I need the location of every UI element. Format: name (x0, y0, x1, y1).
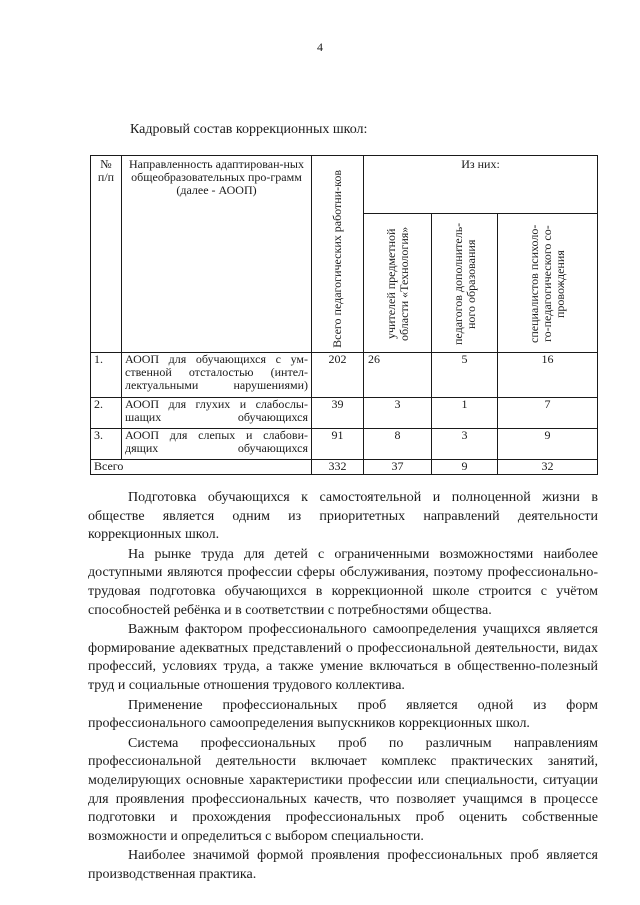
row-additional: 5 (432, 353, 498, 398)
total-all: 332 (312, 460, 364, 475)
total-additional: 9 (432, 460, 498, 475)
row-direction: АООП для обучающихся с ум-ственной отсталостью (интел-лектуальными нарушениями) (122, 353, 312, 398)
total-teachers: 37 (364, 460, 432, 475)
row-total: 39 (312, 398, 364, 429)
header-teachers (364, 214, 432, 353)
row-specialists: 7 (498, 398, 598, 429)
table-row (91, 353, 598, 398)
paragraph: На рынке труда для детей с ограниченными возможностями наиболее доступными являются профессии сферы обслуживания, поэтому профессионально-трудовая подготовка обучающихся в коррекционной школе строится с учётом способностей ребёнка и в соответствии с потребностями общества. (88, 546, 598, 618)
table-total-row (91, 460, 598, 475)
row-specialists: 9 (498, 429, 598, 460)
header-specialists (498, 214, 598, 353)
row-num: 3. (91, 429, 122, 460)
header-additional-text: педагогов дополнитель-ного образования (450, 222, 478, 346)
table-row (91, 429, 598, 460)
row-direction: АООП для слепых и слабови-дящих обучающихся (122, 429, 312, 460)
body-text (88, 489, 598, 884)
header-additional (432, 214, 498, 353)
table-row (91, 398, 598, 429)
header-total (312, 156, 364, 353)
row-direction: АООП для глухих и слабослы-шащих обучающихся (122, 398, 312, 429)
row-specialists: 16 (498, 353, 598, 398)
row-additional: 1 (432, 398, 498, 429)
staff-table (90, 155, 598, 475)
row-total: 202 (312, 353, 364, 398)
paragraph: Система профессиональных проб по различным направлениям профессиональной деятельности включает комплекс практических занятий, моделирующих основные характеристики профессии или специальности, ситуации для проявления профессиональных качеств, что позволяет учащимся в процессе подготовки и прохождения профессиональных проб оценить собственные возможности и определиться с выбором специальности. (88, 735, 598, 844)
table-header-row (91, 156, 598, 214)
paragraph: Применение профессиональных проб является одной из форм профессионального самоопределения выпускников коррекционных школ. (88, 697, 598, 732)
row-teachers: 26 (364, 353, 432, 398)
row-teachers: 3 (364, 398, 432, 429)
row-total: 91 (312, 429, 364, 460)
page-number: 4 (317, 40, 323, 54)
header-teachers-text: учителей предметной области «Технология» (383, 226, 411, 342)
row-additional: 3 (432, 429, 498, 460)
header-total-text: Всего педагогических работни-ков (330, 170, 344, 348)
row-num: 2. (91, 398, 122, 429)
header-direction: Направленность адаптирован-ных общеобразовательных про-грамм (далее - АООП) (122, 156, 312, 353)
header-num: № п/п (91, 156, 122, 353)
paragraph: Важным фактором профессионального самоопределения учащихся является формирование адекватных представлений о профессиональной деятельности, видах профессий, условиях труда, а также умение включаться в общественно-полезный труд и социальные отношения трудового коллектива. (88, 622, 598, 693)
total-label: Всего (91, 460, 312, 475)
table-caption: Кадровый состав коррекционных школ: (130, 122, 368, 137)
paragraph: Подготовка обучающихся к самостоятельной и полноценной жизни в обществе является одним из приоритетных направлений деятельности коррекционных школ. (88, 490, 598, 543)
header-specialists-text: специалистов психоло-го-педагогического со-провождения (527, 224, 568, 344)
row-num: 1. (91, 353, 122, 398)
row-teachers: 8 (364, 429, 432, 460)
header-of-them: Из них: (364, 156, 598, 214)
paragraph: Наиболее значимой формой проявления профессиональных проб является производственная практика. (88, 848, 598, 882)
total-specialists: 32 (498, 460, 598, 475)
